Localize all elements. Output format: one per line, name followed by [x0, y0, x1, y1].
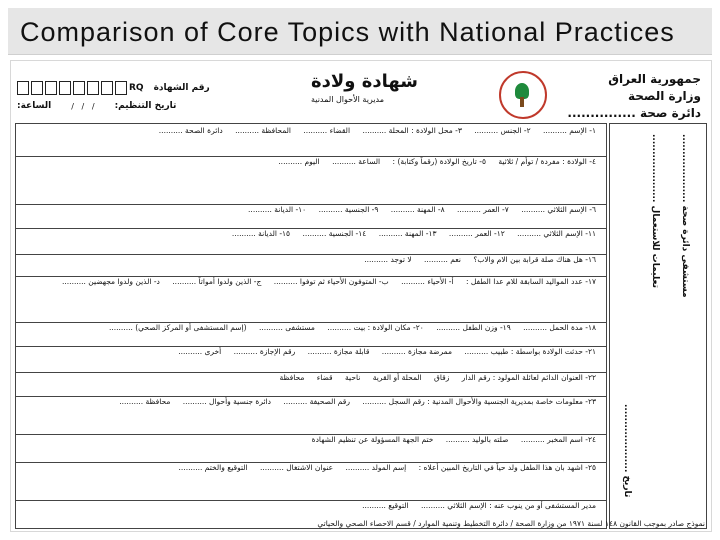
field-district: القضاء ..........	[303, 126, 351, 135]
form-row-prior-births	[16, 276, 606, 286]
field-district-2: قضاء	[316, 373, 333, 382]
field-civil-governorate: محافظة ..........	[119, 397, 171, 406]
field-civil-office: دائرة جنسية وأحوال ..........	[182, 397, 271, 406]
field-director: مدير المستشفى أو من ينوب عنه : الإسم الثلاثي ..........	[421, 501, 596, 510]
field-midwife: قابلة مجازة ..........	[307, 347, 370, 356]
field-doctor: ٢١- حدثت الولادة بواسطة : طبيب ..........	[464, 347, 596, 356]
form-row-father	[16, 204, 606, 214]
field-village: المحلة أو القرية	[372, 373, 422, 382]
field-mother-job: ١٣- المهنة ..........	[378, 229, 437, 238]
field-father-age: ٧- العمر ..........	[456, 205, 509, 214]
field-kinship-yes: نعم ..........	[424, 255, 461, 264]
certificate-title: شهادة ولادة	[311, 71, 418, 92]
side-stub	[609, 123, 707, 529]
org-date-label: تاريخ التنظيم:	[114, 101, 177, 111]
field-hospital: مستشفى ..........	[258, 323, 315, 332]
field-father-religion: ١٠- الديانة ..........	[248, 205, 307, 214]
field-mother-age: ١٢- العمر ..........	[448, 229, 505, 238]
ministry-logo-icon	[499, 71, 547, 119]
field-governorate-2: محافظة	[279, 373, 305, 382]
field-name: ١- الإسم ..........	[543, 126, 596, 135]
form-row-civil-status	[16, 396, 606, 406]
field-signature-stamp: التوقيع والختم ..........	[178, 463, 248, 472]
field-alive: أ- الأحياء ..........	[401, 277, 454, 286]
slide-title-bar	[8, 8, 712, 55]
field-attestation: ٢٥- اشهد بان هذا الطفل ولد حياً في التاريخ المبين أعلاه :	[418, 463, 596, 472]
form-row-birth	[16, 156, 606, 166]
field-aborted: د- الذين ولدوا مجهضين ..........	[62, 277, 160, 286]
ministry-line-3: دائرة صحة ...............	[567, 106, 701, 120]
slide-title: Comparison of Core Topics with National Practices	[20, 17, 675, 47]
field-father-nationality: ٩- الجنسية ..........	[318, 205, 379, 214]
certificate-form	[15, 123, 607, 529]
field-midwife-name: إسم المولد ..........	[345, 463, 407, 472]
field-kinship: ١٦- هل هناك صلة قرابة بين الام والاب؟	[473, 255, 596, 264]
field-birth-type: ٤- الولادة : مفردة / توأم / ثلاثية	[498, 157, 596, 166]
field-governorate: المحافظة ..........	[235, 126, 291, 135]
ministry-header	[567, 71, 701, 122]
field-alley: زقاق	[434, 373, 450, 382]
field-mother-name: ١١- الإسم الثلاثي ..........	[517, 229, 596, 238]
birth-certificate-document	[10, 60, 712, 532]
field-birth-date: ٥- تاريخ الولادة (رقماً وكتابة) :	[392, 157, 486, 166]
document-footer: نموذج صادر بموجب القانون ١٤٨ لسنة ١٩٧١ من وزارة الصحة / دائرة التخطيط وتنمية الموارد / قسم الاحصاء الصحي والحياتي	[317, 519, 705, 528]
field-stillborn: ج- الذين ولدوا أمواتاً ..........	[172, 277, 262, 286]
field-mother-nationality: ١٤- الجنسية ..........	[302, 229, 367, 238]
field-mother-religion: ١٥- الديانة ..........	[231, 229, 291, 238]
field-died: ب- المتوفون الأحياء ثم توفوا ..........	[273, 277, 389, 286]
form-row-child	[16, 126, 606, 135]
field-page-number: رقم الصحيفة ..........	[283, 397, 350, 406]
side-label-2: تعليمات للاستعمال ....................	[650, 134, 660, 288]
side-label-1: مستشفى دائرة صحة ....................	[680, 134, 690, 298]
field-relation: صلته بالوليد ..........	[445, 435, 509, 444]
field-license: رقم الإجازة ..........	[233, 347, 296, 356]
cert-number-label: رقم الشهادة	[153, 83, 210, 93]
field-director-signature: التوقيع ..........	[362, 501, 409, 510]
form-row-attestation	[16, 462, 606, 472]
field-nurse: ممرضة مجازة ..........	[381, 347, 452, 356]
certificate-number-block	[17, 81, 262, 111]
form-row-informant	[16, 434, 606, 444]
field-stamp-authority: ختم الجهة المسؤولة عن تنظيم الشهادة	[311, 435, 434, 444]
field-hospital-name: (إسم المستشفى أو المركز الصحي) ..........	[109, 323, 247, 332]
ministry-line-2: وزارة الصحة	[627, 89, 701, 103]
field-day: اليوم ..........	[278, 157, 320, 166]
field-subdistrict: ناحية	[345, 373, 361, 382]
field-work-address: عنوان الاشتغال ..........	[259, 463, 334, 472]
field-father-job: ٨- المهنة ..........	[390, 205, 445, 214]
field-informant: ٢٤- اسم المخبر ..........	[520, 435, 596, 444]
field-other: أخرى ..........	[178, 347, 222, 356]
certificate-number-boxes	[17, 81, 262, 95]
form-row-address	[16, 372, 606, 382]
field-father-name: ٦- الإسم الثلاثي ..........	[521, 205, 596, 214]
field-prior-births: ١٧- عدد المواليد السابقة للام عدا الطفل :	[465, 277, 596, 286]
org-date-row: الساعة: / / / تاريخ التنظيم:	[17, 101, 177, 111]
ministry-line-1: جمهورية العراق	[608, 72, 701, 86]
form-row-director	[16, 500, 606, 510]
field-house-number: ٢٢- العنوان الدائم لعائلة المولود : رقم الدار	[461, 373, 596, 382]
field-delivery-place: ٢٠- مكان الولادة : بيت ..........	[327, 323, 424, 332]
field-child-weight: ١٩- وزن الطفل ..........	[436, 323, 511, 332]
field-birth-place: ٣- محل الولادة : المحلة ..........	[362, 126, 462, 135]
side-label-3: تاريخ ....................	[622, 404, 632, 498]
time-label: الساعة:	[17, 101, 52, 111]
field-civil-record: ٢٣- معلومات خاصة بمديرية الجنسية والأحوال المدنية : رقم السجل ..........	[362, 397, 596, 406]
form-row-attendant	[16, 346, 606, 356]
form-row-kinship	[16, 254, 606, 264]
cert-number-prefix: RQ	[129, 83, 144, 93]
field-health-dept: دائرة الصحة ..........	[158, 126, 223, 135]
field-kinship-no: لا توجد ..........	[364, 255, 412, 264]
field-hour: الساعة ..........	[332, 157, 381, 166]
issuer-line: مديرية الأحوال المدنية	[311, 95, 385, 104]
field-sex: ٢- الجنس ..........	[474, 126, 531, 135]
form-row-mother	[16, 228, 606, 238]
field-pregnancy-duration: ١٨- مدة الحمل ..........	[523, 323, 596, 332]
form-row-pregnancy	[16, 322, 606, 332]
